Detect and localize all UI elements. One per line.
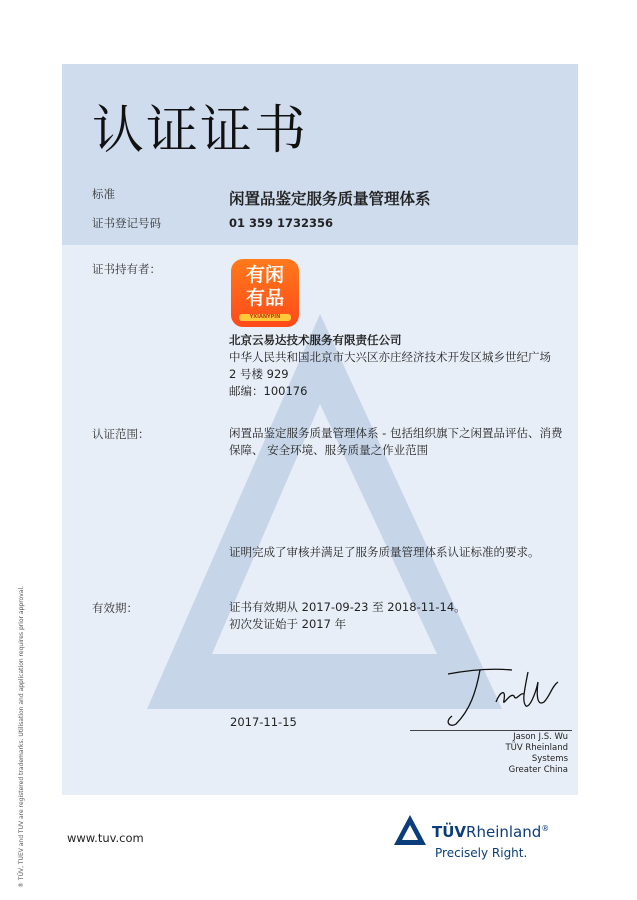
logo-text-line1: 有闲	[245, 264, 284, 286]
standard-value: 闲置品鉴定服务质量管理体系	[229, 190, 431, 208]
tuv-brand	[432, 823, 549, 841]
registration-label: 证书登记号码	[92, 216, 161, 230]
registration-number: 01 359 1732356	[229, 216, 334, 230]
signer-org-line1: TÜV Rheinland	[505, 743, 568, 753]
signature-icon	[440, 662, 570, 732]
issue-date: 2017-11-15	[230, 715, 297, 729]
validity-text	[229, 599, 466, 633]
brand-bold: TÜV	[432, 823, 467, 841]
validity-line1: 证书有效期从 2017-09-23 至 2018-11-14。	[229, 600, 466, 614]
logo-tag: YXIANYPIN	[239, 314, 291, 321]
address-line1: 中华人民共和国北京市大兴区亦庄经济技术开发区城乡世纪广场	[229, 350, 551, 364]
signer-block	[462, 732, 568, 776]
scope-text	[229, 425, 562, 459]
logo-text-line2: 有品	[245, 287, 284, 309]
certificate-card	[62, 64, 578, 795]
scope-line2: 保障、 安全环境、服务质量之作业范围	[229, 443, 429, 457]
validity-label: 有效期：	[92, 601, 138, 615]
website-link[interactable]: www.tuv.com	[67, 831, 144, 845]
brand-slogan: Precisely Right.	[435, 846, 528, 860]
tuv-triangle-logo-icon	[393, 814, 427, 846]
page-title: 认证证书	[92, 101, 309, 161]
postcode: 邮编：100176	[229, 384, 308, 398]
signature-line	[410, 730, 572, 731]
standard-label: 标准	[92, 187, 115, 201]
validity-line2: 初次发证始于 2017 年	[229, 617, 347, 631]
signer-org-line2: Systems	[531, 754, 568, 764]
signer-org-line3: Greater China	[508, 765, 568, 775]
certification-statement: 证明完成了审核并满足了服务质量管理体系认证标准的要求。	[229, 545, 540, 559]
address-line2: 2 号楼 929	[229, 367, 289, 381]
scope-line1: 闲置品鉴定服务质量管理体系 - 包括组织旗下之闲置品评估、消费	[229, 426, 563, 440]
brand-mark: ®	[541, 824, 550, 833]
company-logo	[231, 259, 299, 327]
trademark-note: ® TÜV, TUEV and TUV are registered trademarks. Utilisation and application requires prior approval.	[18, 585, 25, 888]
brand-rest: Rheinland	[466, 823, 542, 841]
company-name: 北京云易达技术服务有限责任公司	[229, 333, 402, 347]
signer-name: Jason J.S. Wu	[513, 732, 568, 742]
scope-label: 认证范围：	[92, 427, 150, 441]
holder-details	[229, 332, 551, 400]
holder-label: 证书持有者：	[92, 262, 161, 276]
